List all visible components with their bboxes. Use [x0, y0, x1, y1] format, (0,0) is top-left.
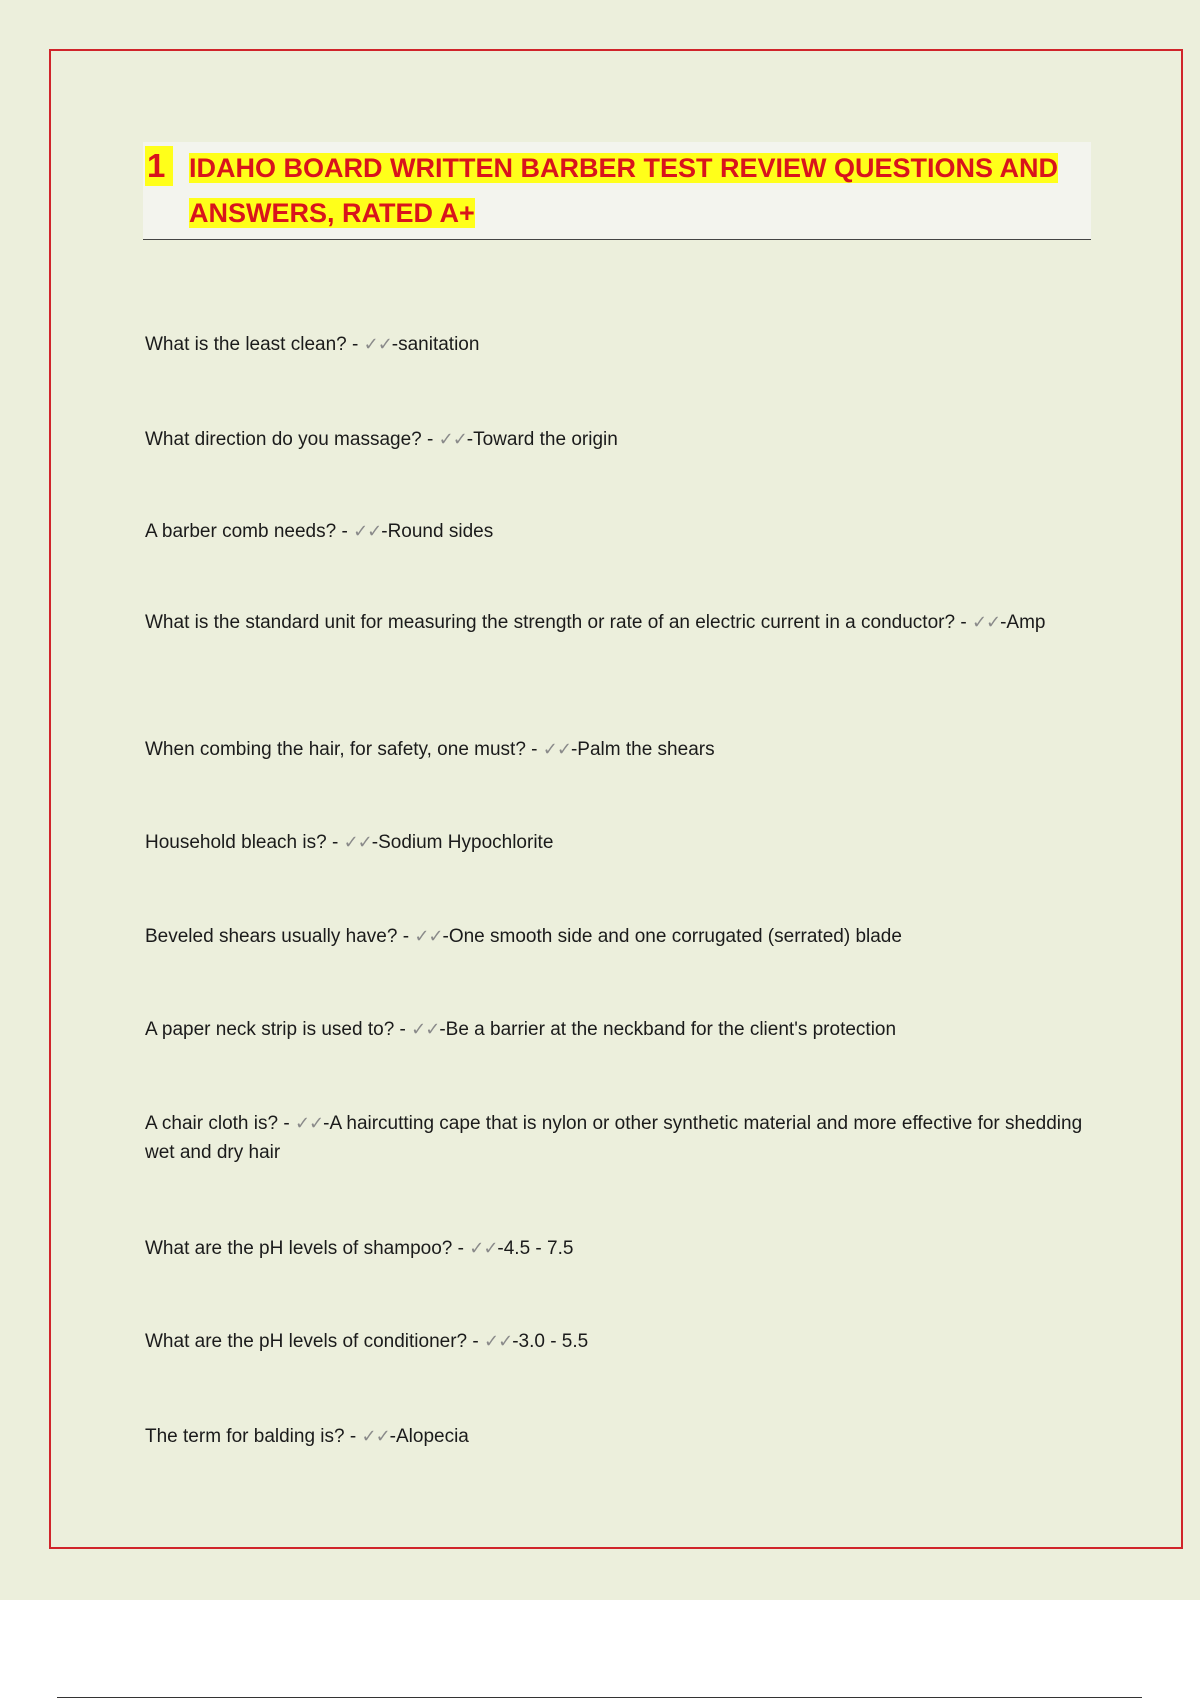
double-check-icon: ✓✓ [363, 334, 392, 355]
answer-text: -A haircutting cape that is nylon or other synthetic material and more effective for shedding wet and dry hair [145, 1113, 1083, 1163]
qa-item [145, 827, 1095, 859]
double-check-icon: ✓✓ [411, 1019, 440, 1040]
question-text: A paper neck strip is used to? [145, 1019, 395, 1040]
question-text: A chair cloth is? [145, 1113, 279, 1134]
separator: - [467, 1331, 485, 1352]
next-page-divider [57, 1697, 1142, 1698]
separator: - [452, 1238, 470, 1259]
question-text: What are the pH levels of shampoo? [145, 1238, 453, 1259]
double-check-icon: ✓✓ [353, 521, 382, 542]
double-check-icon: ✓✓ [542, 739, 571, 760]
question-text: What is the standard unit for measuring the strength or rate of an electric current in a conductor? [145, 612, 956, 633]
question-text: What is the least clean? [145, 334, 347, 355]
qa-item [145, 1233, 1095, 1265]
page-border-frame [49, 49, 1183, 1549]
question-text: Household bleach is? [145, 832, 327, 853]
double-check-icon: ✓✓ [484, 1331, 513, 1352]
separator: - [278, 1113, 295, 1134]
question-text: When combing the hair, for safety, one must? [145, 739, 526, 760]
qa-item [145, 921, 1095, 953]
answer-text: -4.5 - 7.5 [497, 1238, 574, 1259]
separator: - [346, 334, 364, 355]
separator: - [397, 926, 415, 947]
qa-item [145, 607, 1095, 639]
heading-title-text: IDAHO BOARD WRITTEN BARBER TEST REVIEW QUESTIONS AND ANSWERS, RATED A+ [189, 153, 1059, 228]
double-check-icon: ✓✓ [469, 1238, 498, 1259]
document-heading [143, 142, 1091, 240]
double-check-icon: ✓✓ [343, 832, 372, 853]
answer-text: -Amp [1000, 612, 1046, 633]
separator: - [344, 1426, 362, 1447]
qa-item [145, 1014, 1095, 1046]
double-check-icon: ✓✓ [438, 429, 467, 450]
answer-text: -Toward the origin [466, 429, 618, 450]
answer-text: -3.0 - 5.5 [512, 1331, 589, 1352]
qa-item [145, 424, 1095, 456]
qa-item [145, 734, 1095, 766]
double-check-icon: ✓✓ [361, 1426, 390, 1447]
double-check-icon: ✓✓ [971, 612, 1001, 633]
answer-text: -Be a barrier at the neckband for the client's protection [439, 1019, 897, 1040]
heading-number: 1 [145, 146, 173, 186]
separator: - [525, 739, 543, 760]
qa-item [145, 1109, 1095, 1167]
separator: - [955, 612, 972, 633]
answer-text: -Sodium Hypochlorite [371, 832, 554, 853]
answer-text: -sanitation [391, 334, 480, 355]
double-check-icon: ✓✓ [294, 1113, 324, 1134]
separator: - [421, 429, 439, 450]
qa-item [145, 1326, 1095, 1358]
question-text: What direction do you massage? [145, 429, 422, 450]
question-text: The term for balding is? [145, 1426, 345, 1447]
qa-item [145, 516, 1095, 548]
heading-title [189, 146, 1089, 236]
double-check-icon: ✓✓ [414, 926, 443, 947]
question-text: What are the pH levels of conditioner? [145, 1331, 468, 1352]
separator: - [336, 521, 354, 542]
question-text: Beveled shears usually have? [145, 926, 398, 947]
question-text: A barber comb needs? [145, 521, 337, 542]
answer-text: -Round sides [381, 521, 494, 542]
separator: - [394, 1019, 412, 1040]
separator: - [326, 832, 344, 853]
qa-item [145, 1421, 1095, 1453]
answer-text: -Alopecia [389, 1426, 469, 1447]
answer-text: -Palm the shears [570, 739, 715, 760]
answer-text: -One smooth side and one corrugated (serrated) blade [442, 926, 902, 947]
qa-item [145, 329, 1095, 361]
